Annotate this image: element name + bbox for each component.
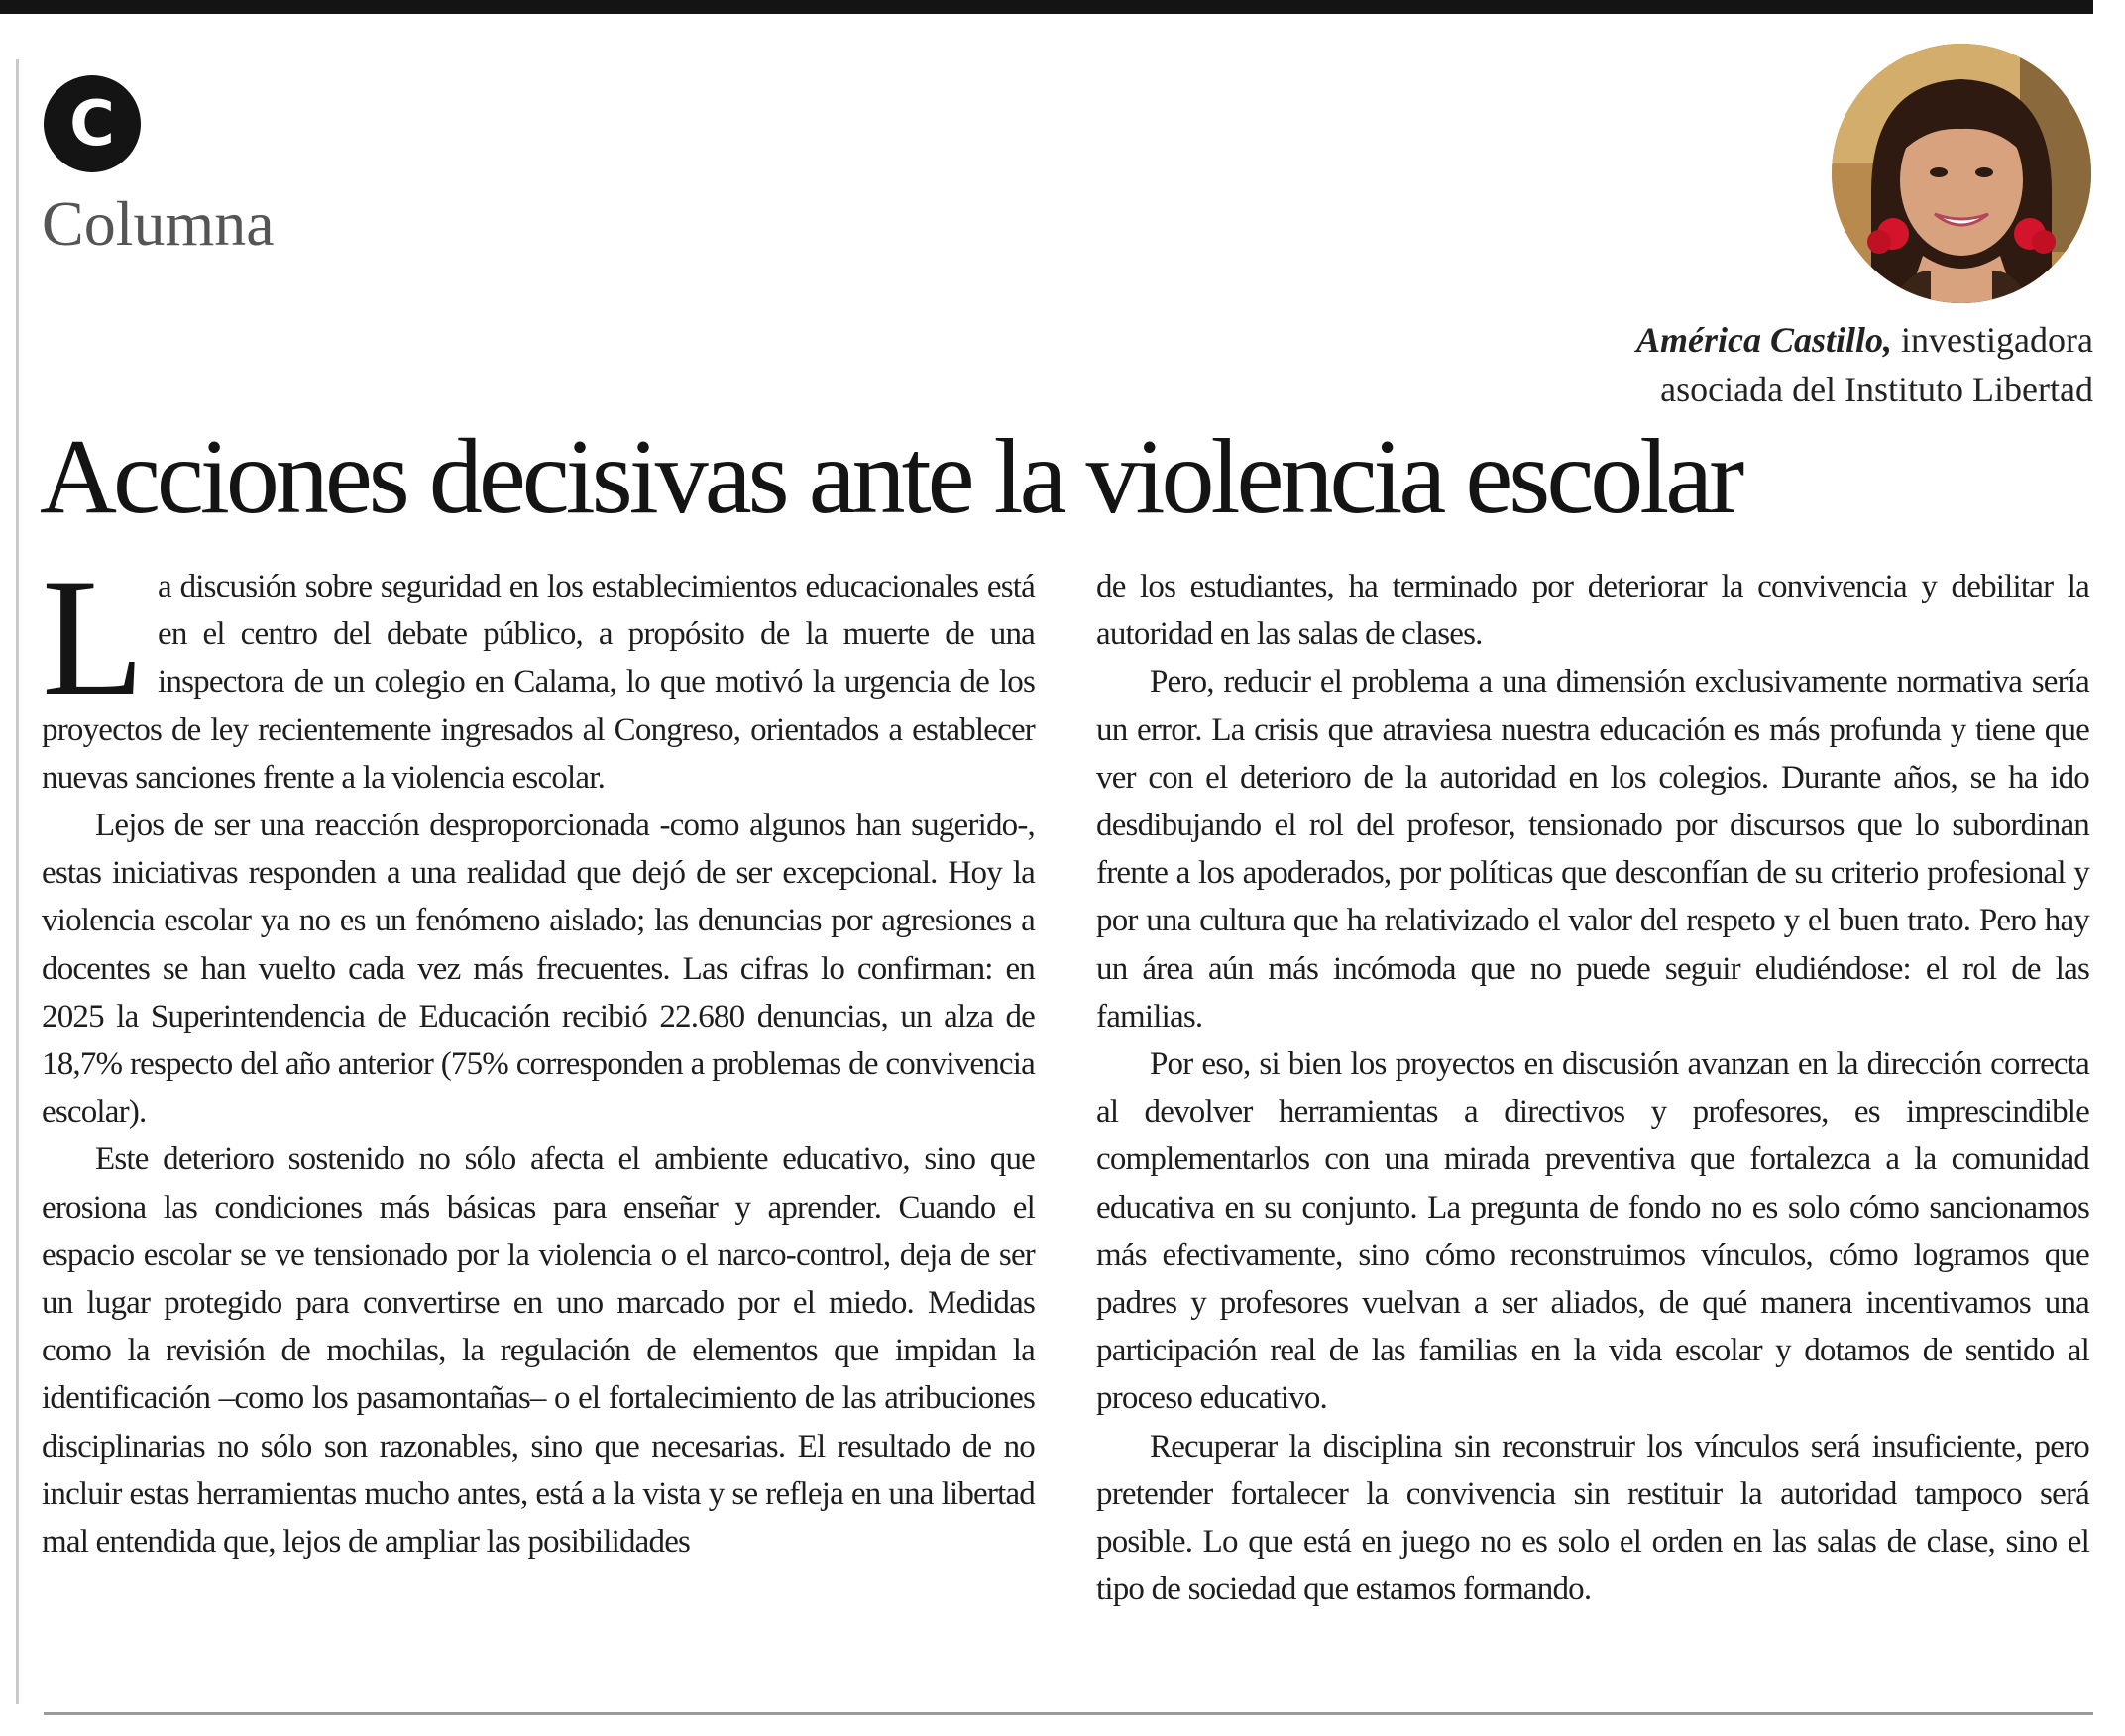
left-margin-rule	[16, 59, 19, 1704]
paragraph: Lejos de ser una reacción desproporcionada -como algunos han sugerido-, estas iniciativas responden a una realidad que dejó de ser excepcional. Hoy la violencia escolar ya no es un fenómeno aislado; las denuncias por agresiones a docentes se han vuelto cada vez más frecuentes. Las cifras lo confirman: en 2025 la Superintendencia de Educación recibió 22.680 denuncias, un alza de 18,7% respecto del año anterior (75% corresponden a problemas de convivencia escolar).	[42, 808, 1035, 1131]
author-avatar	[1832, 44, 2091, 303]
author-name: América Castillo,	[1636, 320, 1893, 360]
top-rule	[0, 0, 2093, 14]
paragraph: Este deterioro sostenido no sólo afecta el ambiente educativo, sino que erosiona las condiciones más básicas para enseñar y aprender. Cuando el espacio escolar se ve tensionado por la violencia o el narco-control, deja de ser un lugar protegido para convertirse en uno marcado por el miedo. Medidas como la revisión de mochilas, la regulación de elementos que impidan la identificación –como los pasamontañas– o el fortalecimiento de las atribuciones disciplinarias no sólo son razonables, sino que necesarias. El resultado de no incluir estas herramientas mucho antes, está a la vista y se refleja en una libertad mal entendida que, lejos de ampliar las posibilidades	[42, 1141, 1035, 1561]
section-label: Columna	[42, 188, 275, 259]
section-badge: C	[44, 75, 141, 172]
drop-cap: L	[42, 544, 145, 730]
paragraph	[42, 544, 1035, 802]
paragraph: Por eso, si bien los proyectos en discusión avanzan en la dirección correcta al devolver herramientas a directivos y profesores, es imprescindible complementarlos con una mirada preventiva que fortalezca a la comunidad educativa en su conjunto. La pregunta de fondo no es solo cómo sancionamos más efectivamente, sino cómo reconstruimos vínculos, cómo logramos que padres y profesores vuelvan a ser aliados, de qué manera incentivamos una participación real de las familias en la vida escolar y dotamos de sentido al proceso educativo.	[1096, 1046, 2089, 1417]
article-headline: Acciones decisivas ante la violencia escolar	[40, 418, 1741, 536]
author-role-line1: investigadora	[1901, 320, 2093, 360]
bottom-rule	[44, 1712, 2093, 1715]
author-role-line2: asociada del Instituto Libertad	[1660, 370, 2093, 409]
author-byline	[1399, 315, 2093, 414]
article-column-right	[1096, 563, 2089, 1613]
paragraph-text: a discusión sobre seguridad en los establecimientos educacionales está en el centro del debate público, a propósito de la muerte de una inspectora de un colegio en Calama, lo que motivó la urgencia de los proyectos de ley recientemente ingresados al Congreso, orientados a establecer nuevas sanciones frente a la violencia escolar.	[42, 569, 1035, 796]
paragraph: Recuperar la disciplina sin reconstruir los vínculos será insuficiente, pero pretender fortalecer la convivencia sin restituir la autoridad tampoco será posible. Lo que está en juego no es solo el orden en las salas de clase, sino el tipo de sociedad que estamos formando.	[1096, 1428, 2089, 1608]
paragraph: de los estudiantes, ha terminado por deteriorar la convivencia y debilitar la autoridad en las salas de clases.	[1096, 569, 2089, 653]
paragraph: Pero, reducir el problema a una dimensión exclusivamente normativa sería un error. La crisis que atraviesa nuestra educación es más profunda y tiene que ver con el deterioro de la autoridad en los colegios. Durante años, se ha ido desdibujando el rol del profesor, tensionado por discursos que lo subordinan frente a los apoderados, por políticas que desconfían de su criterio profesional y por una cultura que ha relativizado el valor del respeto y el buen trato. Pero hay un área aún más incómoda que no puede seguir eludiéndose: el rol de las familias.	[1096, 664, 2089, 1034]
author-portrait-illustration	[1832, 44, 2091, 303]
article-column-left	[42, 544, 1035, 1566]
